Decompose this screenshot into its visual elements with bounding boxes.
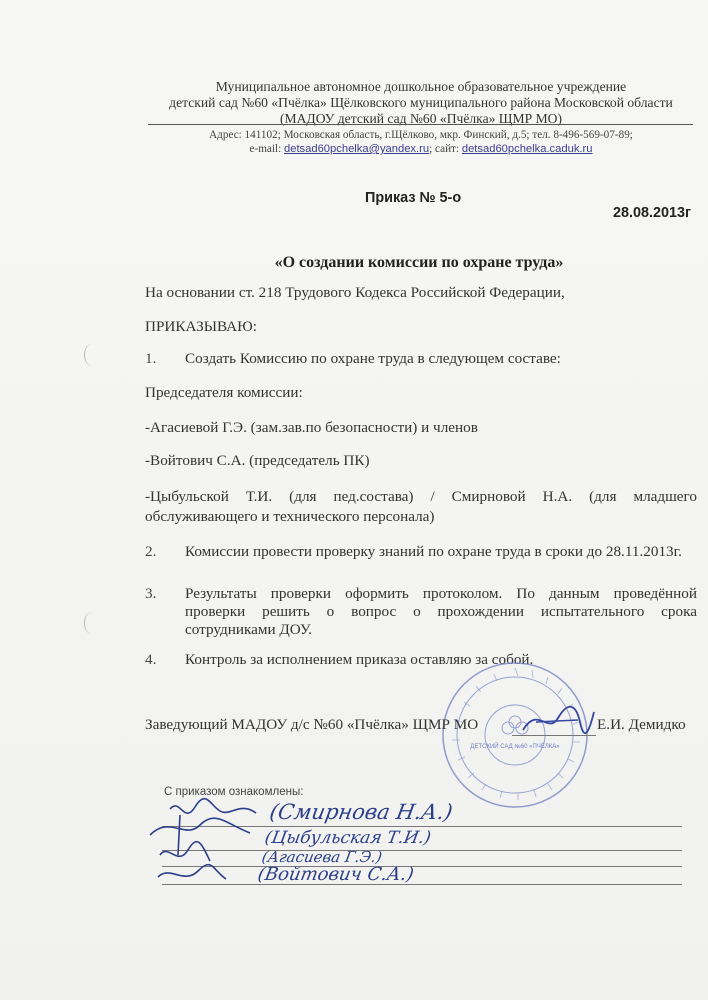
item-number: 4. — [145, 651, 157, 668]
member-item: -Агасиевой Г.Э. (зам.зав.по безопасности) и членов — [145, 419, 478, 436]
ack-handwritten-name: (Смирнова Н.А.) — [267, 800, 455, 824]
ack-handwritten-name: (Цыбульская Т.И.) — [263, 828, 433, 848]
site-label: ; сайт: — [429, 143, 460, 155]
site-link[interactable]: detsad60pchelka.caduk.ru — [461, 143, 593, 155]
order-title: Приказ № 5-о — [365, 190, 462, 206]
order-basis: На основании ст. 218 Трудового Кодекса Российской Федерации, — [145, 284, 565, 301]
item-number: 3. — [145, 585, 157, 602]
chair-heading: Председателя комиссии: — [145, 384, 303, 401]
order-command: ПРИКАЗЫВАЮ: — [145, 318, 257, 335]
order-item: Создать Комиссию по охране труда в следующем составе: — [185, 350, 561, 367]
punch-hole — [84, 612, 99, 634]
org-name-line2: детский сад №60 «Пчёлка» Щёлковского муниципального района Московской области — [169, 95, 673, 110]
org-name-line3: (МАДОУ детский сад №60 «Пчёлка» ЩМР МО) — [279, 111, 563, 126]
director-position: Заведующий МАДОУ д/с №60 «Пчёлка» ЩМР МО — [145, 716, 479, 733]
order-subject: «О создании комиссии по охране труда» — [274, 254, 564, 271]
header-rule — [148, 124, 693, 125]
director-name: Е.И. Демидко — [597, 716, 686, 733]
item-number: 1. — [145, 350, 157, 367]
order-date: 28.08.2013г — [612, 205, 691, 221]
ack-handwritten-name: (Войтович С.А.) — [256, 864, 416, 885]
item-number: 2. — [145, 543, 157, 560]
member-item: -Войтович С.А. (председатель ПК) — [145, 452, 370, 469]
punch-hole — [84, 344, 99, 366]
director-signature — [518, 700, 598, 740]
email-label: e-mail: — [249, 143, 282, 155]
stamp-center-text: ДЕТСКИЙ САД №60 «ПЧЁЛКА» — [470, 744, 560, 750]
address-line: Адрес: 141102; Московская область, г.Щёлково, мкр. Финский, д.5; тел. 8-496-569-07-89; — [209, 129, 633, 141]
order-item: Комиссии провести проверку знаний по охране труда в сроки до 28.11.2013г. — [185, 543, 682, 560]
ack-signatures — [140, 795, 280, 905]
acknowledgement-label: С приказом ознакомлены: — [164, 786, 304, 798]
order-item: Результаты проверки оформить протоколом. По данным проведённой проверки решить о вопрос о прохождении испытательного срока сотрудниками ДОУ. — [185, 585, 697, 638]
ack-handwritten-name: (Агасиева Г.Э.) — [260, 848, 384, 866]
order-item: Контроль за исполнением приказа оставляю за собой. — [185, 651, 534, 668]
org-name-line1: Муниципальное автономное дошкольное образовательное учреждение — [215, 79, 627, 94]
contacts-line — [67, 142, 708, 156]
member-item: -Цыбульской Т.И. (для пед.состава) / Смирновой Н.А. (для младшего обслуживающего и технического персонала) — [145, 488, 697, 525]
email-link[interactable]: detsad60pchelka@yandex.ru — [284, 143, 430, 155]
